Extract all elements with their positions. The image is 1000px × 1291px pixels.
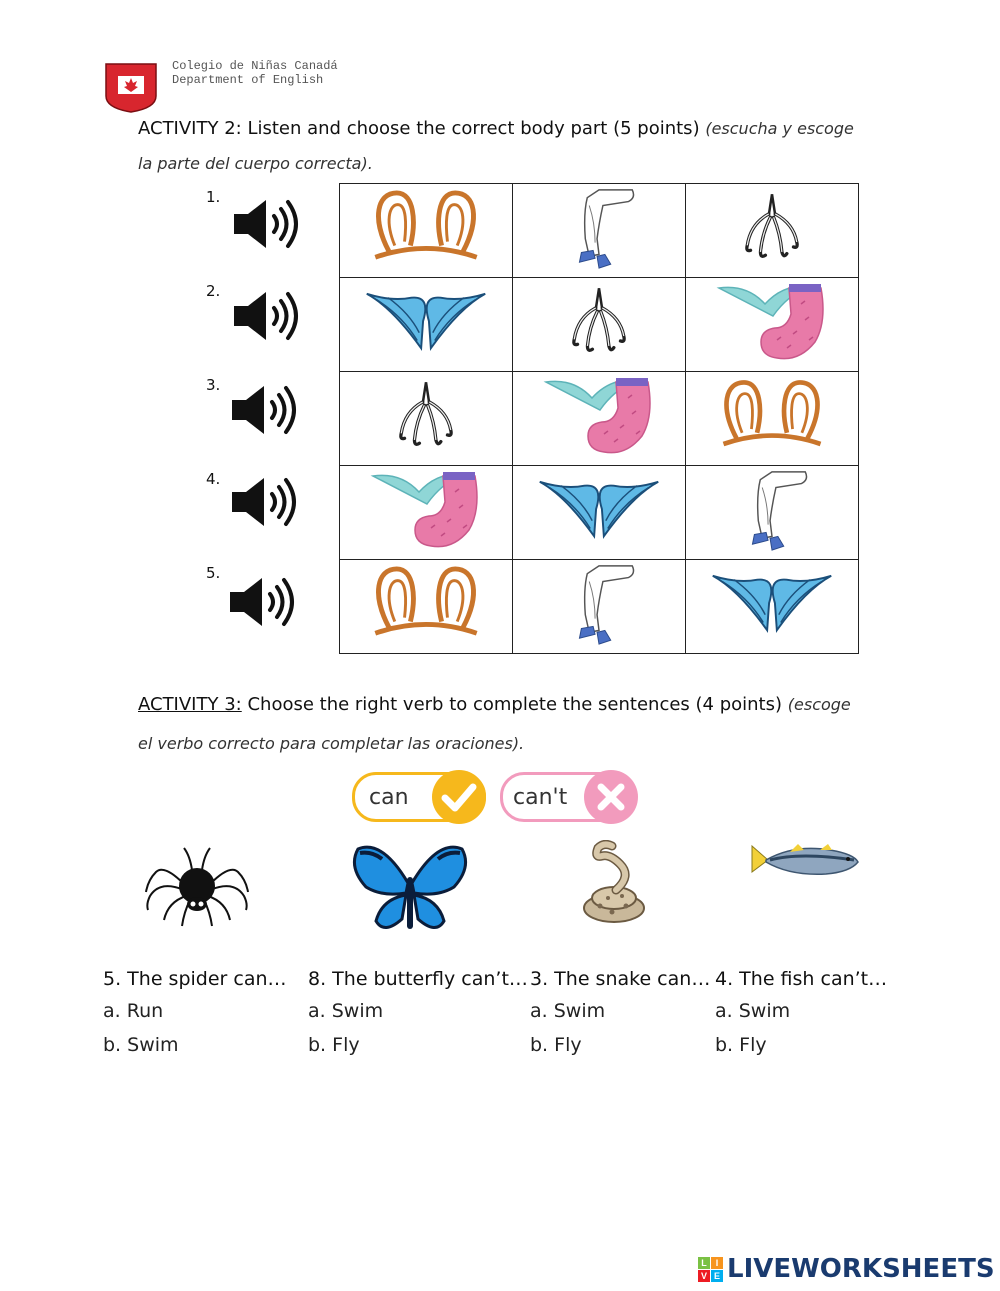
question-prompt: 4. The fish can’t… [715, 968, 888, 990]
live-letter: I [711, 1257, 723, 1269]
question-prompt: 5. The spider can… [103, 968, 287, 990]
row-number-3: 3. [206, 376, 221, 394]
choice-cell-tail[interactable] [686, 278, 859, 372]
can-badge [352, 772, 486, 822]
grid-row [340, 466, 859, 560]
grid-row [340, 184, 859, 278]
activity3-title-label: ACTIVITY 3: [138, 694, 242, 715]
live-letter-grid [698, 1257, 723, 1282]
body-part-grid [339, 183, 859, 654]
choice-cell-ears[interactable] [340, 560, 513, 654]
activity3-subtitle-a: (escoge [787, 695, 851, 714]
row-number-1: 1. [206, 188, 221, 206]
choice-cell-ears[interactable] [686, 372, 859, 466]
answer-option-b[interactable]: b. Swim [103, 1034, 179, 1056]
school-shield-logo [104, 62, 158, 114]
row-number-4: 4. [206, 470, 221, 488]
question-4 [715, 968, 887, 1056]
grid-row [340, 278, 859, 372]
question-2 [308, 968, 528, 1056]
answer-option-a[interactable]: a. Swim [715, 1000, 791, 1022]
spider-image [144, 840, 250, 930]
activity2-subtitle-a: (escucha y escoge [705, 119, 854, 138]
cant-badge [500, 772, 636, 822]
choice-cell-claws[interactable] [513, 278, 686, 372]
answer-option-a[interactable]: a. Swim [530, 1000, 606, 1022]
answer-option-b[interactable]: b. Fly [530, 1034, 582, 1056]
choice-cell-claws[interactable] [686, 184, 859, 278]
choice-cell-claws[interactable] [340, 372, 513, 466]
school-name: Colegio de Niñas Canadá [172, 59, 338, 73]
answer-option-a[interactable]: a. Run [103, 1000, 164, 1022]
choice-cell-wings[interactable] [686, 560, 859, 654]
answer-option-a[interactable]: a. Swim [308, 1000, 384, 1022]
live-letter: L [698, 1257, 710, 1269]
row-number-5: 5. [206, 564, 221, 582]
question-1 [103, 968, 287, 1056]
can-badge-label: can [369, 784, 409, 810]
answer-option-b[interactable]: b. Fly [308, 1034, 360, 1056]
cant-badge-label: can't [513, 784, 568, 810]
question-prompt: 3. The snake can… [530, 968, 711, 990]
choice-cell-tail[interactable] [513, 372, 686, 466]
speaker-icon[interactable] [230, 288, 300, 344]
question-3 [530, 968, 710, 1056]
choice-cell-tail[interactable] [340, 466, 513, 560]
grid-row [340, 372, 859, 466]
choice-cell-legs[interactable] [513, 184, 686, 278]
snake-image [580, 840, 648, 924]
question-prompt: 8. The butterfly can’t… [308, 968, 528, 990]
butterfly-image [352, 843, 468, 939]
row-number-2: 2. [206, 282, 221, 300]
speaker-icon[interactable] [228, 474, 298, 530]
brand-name: LIVEWORKSHEETS [727, 1254, 995, 1284]
choice-cell-wings[interactable] [513, 466, 686, 560]
choice-cell-legs[interactable] [513, 560, 686, 654]
fish-image [750, 842, 860, 882]
speaker-icon[interactable] [230, 196, 300, 252]
department-name: Department of English [172, 73, 324, 87]
activity2-title [138, 118, 854, 139]
liveworksheets-logo [698, 1254, 995, 1284]
cross-icon [583, 769, 639, 825]
activity2-title-text: ACTIVITY 2: Listen and choose the correct body part (5 points) [138, 118, 700, 139]
speaker-icon[interactable] [226, 574, 296, 630]
activity2-subtitle-b: la parte del cuerpo correcta). [138, 154, 373, 173]
choice-cell-legs[interactable] [686, 466, 859, 560]
activity3-subtitle-b: el verbo correcto para completar las oraciones). [138, 734, 525, 753]
grid-row [340, 560, 859, 654]
choice-cell-ears[interactable] [340, 184, 513, 278]
live-letter: E [711, 1270, 723, 1282]
check-icon [431, 769, 487, 825]
answer-option-b[interactable]: b. Fly [715, 1034, 767, 1056]
speaker-icon[interactable] [228, 382, 298, 438]
live-letter: V [698, 1270, 710, 1282]
activity3-title-text: Choose the right verb to complete the sentences (4 points) [247, 694, 783, 715]
choice-cell-wings[interactable] [340, 278, 513, 372]
activity3-title [138, 694, 851, 715]
